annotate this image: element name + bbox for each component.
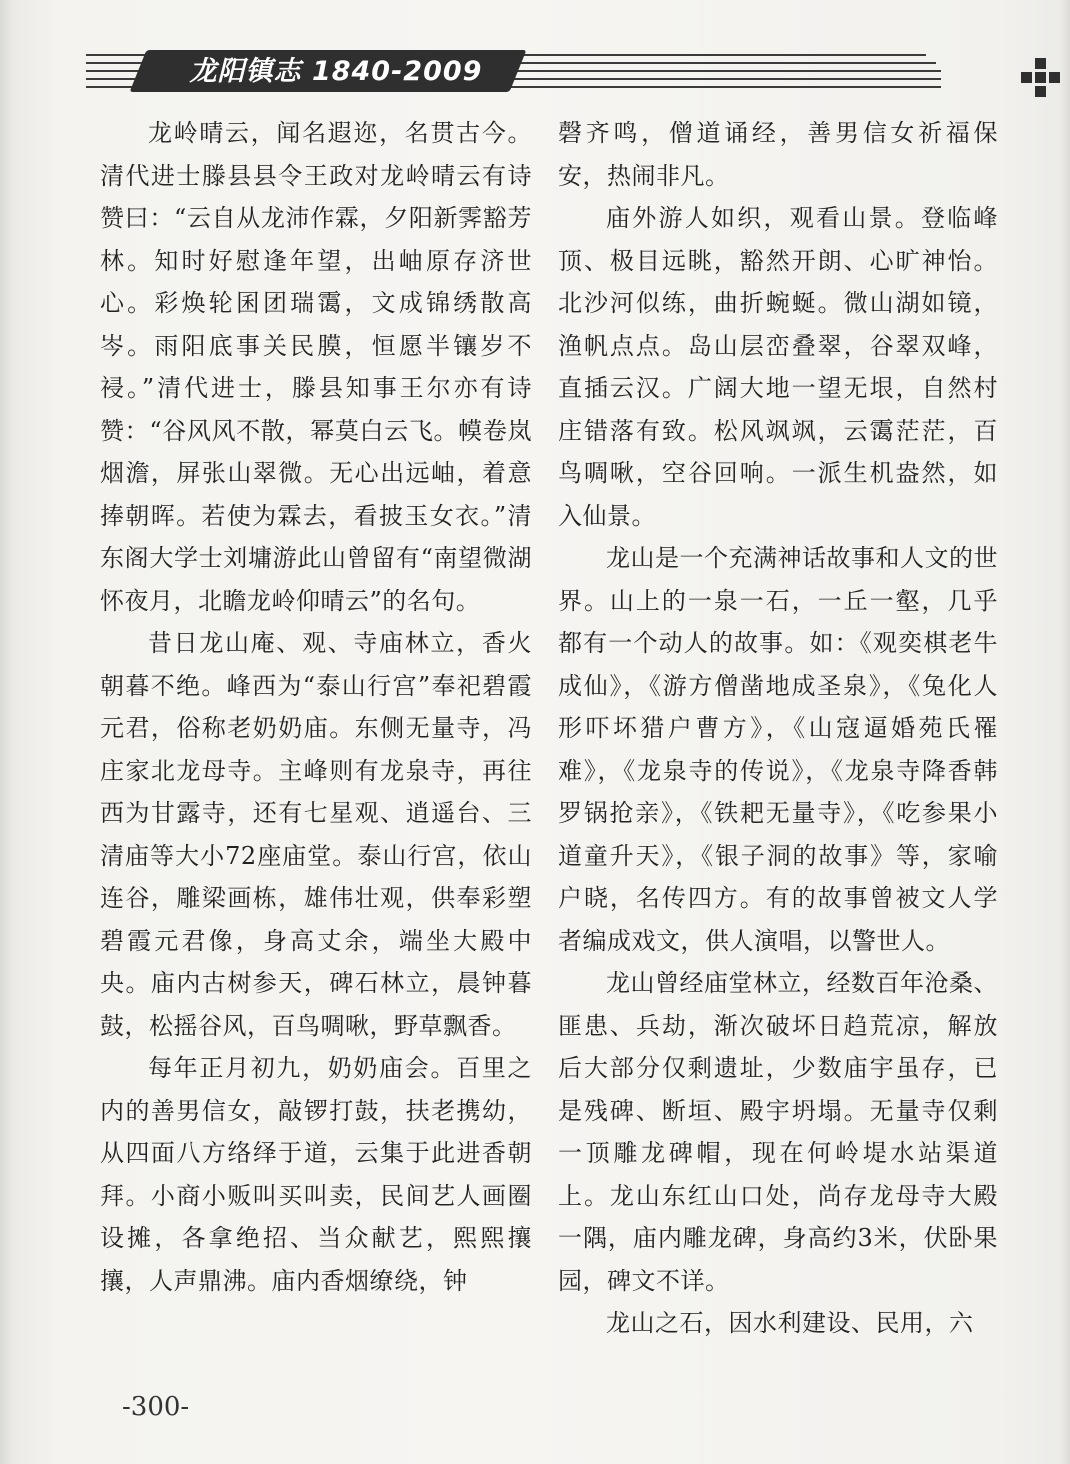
page-header [86,40,976,100]
paragraph: 昔日龙山庵、观、寺庙林立，香火朝暮不绝。峰西为“泰山行宫”奉祀碧霞元君，俗称老奶奶庙。东侧无量寺，冯庄家北龙母寺。主峰则有龙泉寺，再往西为甘露寺，还有七星观、逍遥台、三清庙等大小72座庙堂。泰山行宫，依山连谷，雕梁画栋，雄伟壮观，供奉彩塑碧霞元君像，身高丈余，端坐大殿中央。庙内古树参天，碑石林立，晨钟暮鼓，松摇谷风，百鸟啁啾，野草飘香。 [100,629,532,1040]
book-title: 龙阳镇志 1840-2009 [189,56,483,87]
paragraph: 龙山曾经庙堂林立，经数百年沧桑、匪患、兵劫，渐次破坏日趋荒凉，解放后大部分仅剩遗址，少数庙宇虽存，已是残碑、断垣、殿宇坍塌。无量寺仅剩一顶雕龙碑帽，现在何岭堤水站渠道上。龙山东红山口处，尚存龙母寺大殿一隅，庙内雕龙碑，身高约3米，伏卧果园，碑文不详。 [558,969,998,1295]
paragraph: 庙外游人如织，观看山景。登临峰顶、极目远眺，豁然开朗、心旷神怡。北沙河似练，曲折蜿蜒。微山湖如镜，渔帆点点。岛山层峦叠翠，谷翠双峰，直插云汉。广阔大地一望无垠，自然村庄错落有致。松风飒飒，云霭茫茫，百鸟啁啾，空谷回响。一派生机盎然，如入仙景。 [558,204,998,530]
paragraph: 龙山是一个充满神话故事和人文的世界。山上的一泉一石，一丘一壑，几乎都有一个动人的故事。如：《观奕棋老牛成仙》，《游方僧凿地成圣泉》，《兔化人形吓坏猎户曹方》，《山寇逼婚苑氏罹难》，《龙泉寺的传说》，《龙泉寺降香韩罗锅抢亲》，《铁耙无量寺》，《吃参果小道童升天》，《银子洞的故事》等，家喻户晓，名传四方。有的故事曾被文人学者编成戏文，供人演唱，以警世人。 [558,544,998,955]
right-text-column [558,112,998,1345]
page-left-edge [0,0,14,1464]
paragraph-continuation: 磬齐鸣，僧道诵经，善男信女祈福保安，热闹非凡。 [558,119,998,190]
paragraph: 龙岭晴云，闻名遐迩，名贯古今。清代进士滕县县令王政对龙岭晴云有诗赞曰：“云自从龙沛作霖，夕阳新霁豁芳林。知时好慰逢年望，出岫原存济世心。彩焕轮囷团瑞霭，文成锦绣散高岑。雨阳底事关民膜，恒愿半镶岁不祲。”清代进士，滕县知事王尔亦有诗赞：“谷风风不散，幂莫白云飞。幙卷岚烟澹，屏张山翠微。无心出远岫，着意捧朝晖。若使为霖去，看披玉女衣。”清东阁大学士刘墉游此山曾留有“南望微湖怀夜月，北瞻龙岭仰晴云”的名句。 [100,119,532,615]
paragraph: 每年正月初九，奶奶庙会。百里之内的善男信女，敲锣打鼓，扶老携幼，从四面八方络绎于道，云集于此进香朝拜。小商小贩叫买叫卖，民间艺人画圈设摊，各拿绝招、当众献艺，熙熙攘攘，人声鼎沸。庙内香烟缭绕，钟 [100,1054,532,1295]
left-text-column [100,112,532,1302]
page-number: -300- [122,1392,190,1422]
decorative-squares-icon [1021,58,1061,98]
page-right-edge [1060,0,1070,1464]
paragraph: 龙山之石，因水利建设、民用，六 [606,1309,974,1337]
